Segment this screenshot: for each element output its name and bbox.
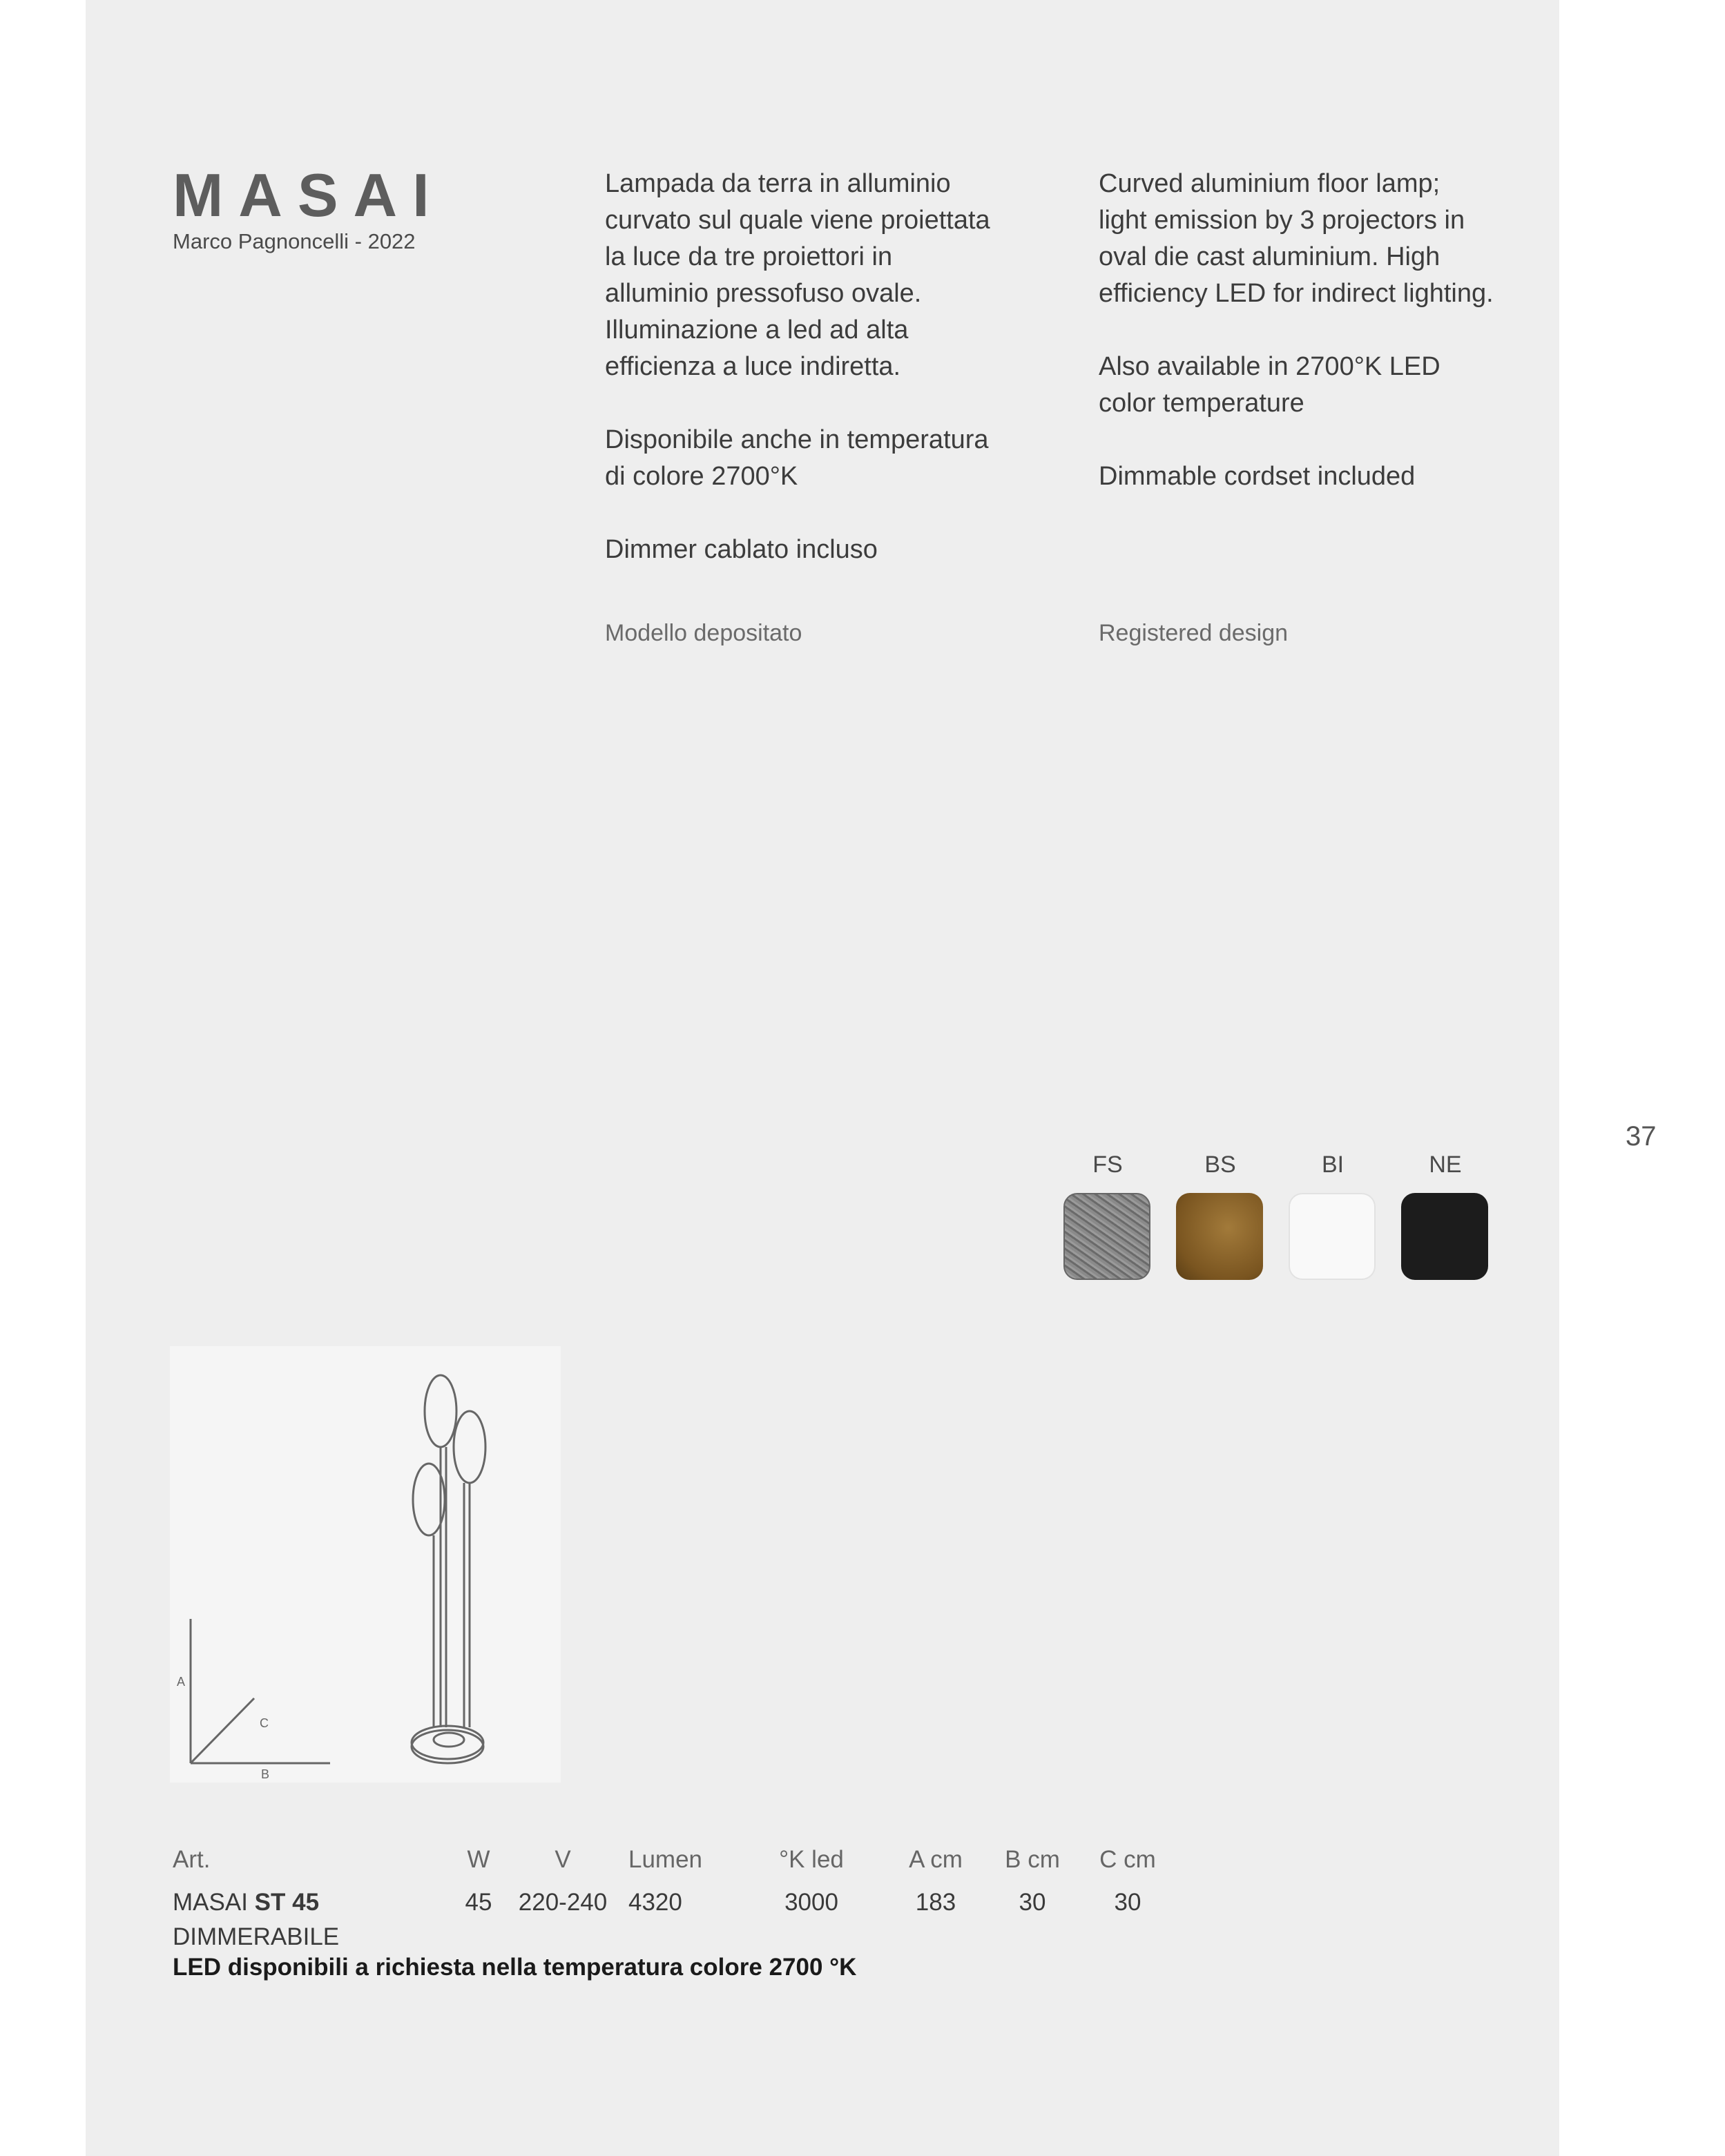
row-a: 183	[915, 1889, 956, 1916]
row-w: 45	[465, 1889, 492, 1916]
description-it-paragraph: Lampada da terra in alluminio curvato sul quale viene proiettata la luce da tre proiettori in alluminio pressofuso ovale. Illuminazione a led ad alta efficienza a luce indiretta.	[605, 169, 990, 381]
technical-drawing	[170, 1346, 561, 1783]
dimmer-note: DIMMERABILE	[173, 1923, 340, 1950]
finish-swatch-bs	[1176, 1193, 1263, 1280]
axis-label-a: A	[177, 1675, 186, 1689]
header-art: Art.	[173, 1846, 211, 1873]
header-kled: °K led	[779, 1846, 844, 1873]
specification-table	[173, 1846, 1208, 1932]
header-v: V	[555, 1846, 571, 1873]
axis-label-c: C	[260, 1716, 269, 1730]
registered-note-english: Registered design	[1099, 620, 1289, 646]
spec-header-row	[173, 1846, 1208, 1889]
description-english	[1099, 166, 1541, 532]
description-en-paragraph: Also available in 2700°K LED color temperature	[1099, 352, 1440, 418]
registered-note-italian: Modello depositato	[605, 620, 802, 646]
projector-top	[425, 1375, 456, 1447]
header-c: C cm	[1099, 1846, 1156, 1873]
finish-label: NE	[1429, 1152, 1462, 1178]
page-number: 37	[1626, 1121, 1657, 1152]
finish-label: BS	[1204, 1152, 1236, 1178]
designer-credit: Marco Pagnoncelli - 2022	[173, 229, 416, 253]
header-b: B cm	[1005, 1846, 1060, 1873]
finish-bs[interactable]	[1176, 1152, 1264, 1280]
finish-label: BI	[1321, 1152, 1345, 1178]
description-en-paragraph: Dimmable cordset included	[1099, 462, 1416, 491]
description-en-paragraph: Curved aluminium floor lamp; light emission by 3 projectors in oval die cast aluminium. High efficiency LED for indirect lighting.	[1099, 169, 1494, 308]
led-footnote: LED disponibili a richiesta nella temperatura colore 2700 °K	[173, 1954, 857, 1981]
finish-swatch-ne	[1401, 1193, 1488, 1280]
finish-bi[interactable]	[1289, 1152, 1377, 1280]
lamp-base-hub	[434, 1733, 464, 1747]
description-italian	[605, 166, 1047, 605]
description-it-paragraph: Disponibile anche in temperatura di colore 2700°K	[605, 425, 989, 491]
finish-swatch-bi	[1289, 1193, 1376, 1280]
row-c: 30	[1114, 1889, 1141, 1916]
row-article	[173, 1889, 319, 1916]
finish-label: FS	[1092, 1152, 1123, 1178]
row-lumen: 4320	[628, 1889, 682, 1916]
header-lumen: Lumen	[628, 1846, 703, 1873]
row-code: ST 45	[254, 1889, 320, 1916]
row-kled: 3000	[784, 1889, 838, 1916]
row-v: 220-240	[518, 1889, 608, 1916]
finish-fs[interactable]	[1063, 1152, 1152, 1280]
header-a: A cm	[909, 1846, 963, 1873]
product-title: MASAI	[173, 161, 445, 229]
row-name: MASAI	[173, 1889, 248, 1916]
axis-c-line	[191, 1698, 254, 1763]
finish-swatch-fs	[1063, 1193, 1150, 1280]
axis-label-b: B	[261, 1767, 270, 1781]
description-it-paragraph: Dimmer cablato incluso	[605, 535, 878, 564]
header-w: W	[467, 1846, 490, 1873]
lamp-drawing-svg	[170, 1346, 561, 1783]
finish-ne[interactable]	[1401, 1152, 1490, 1280]
row-b: 30	[1019, 1889, 1046, 1916]
projector-right	[454, 1411, 485, 1483]
